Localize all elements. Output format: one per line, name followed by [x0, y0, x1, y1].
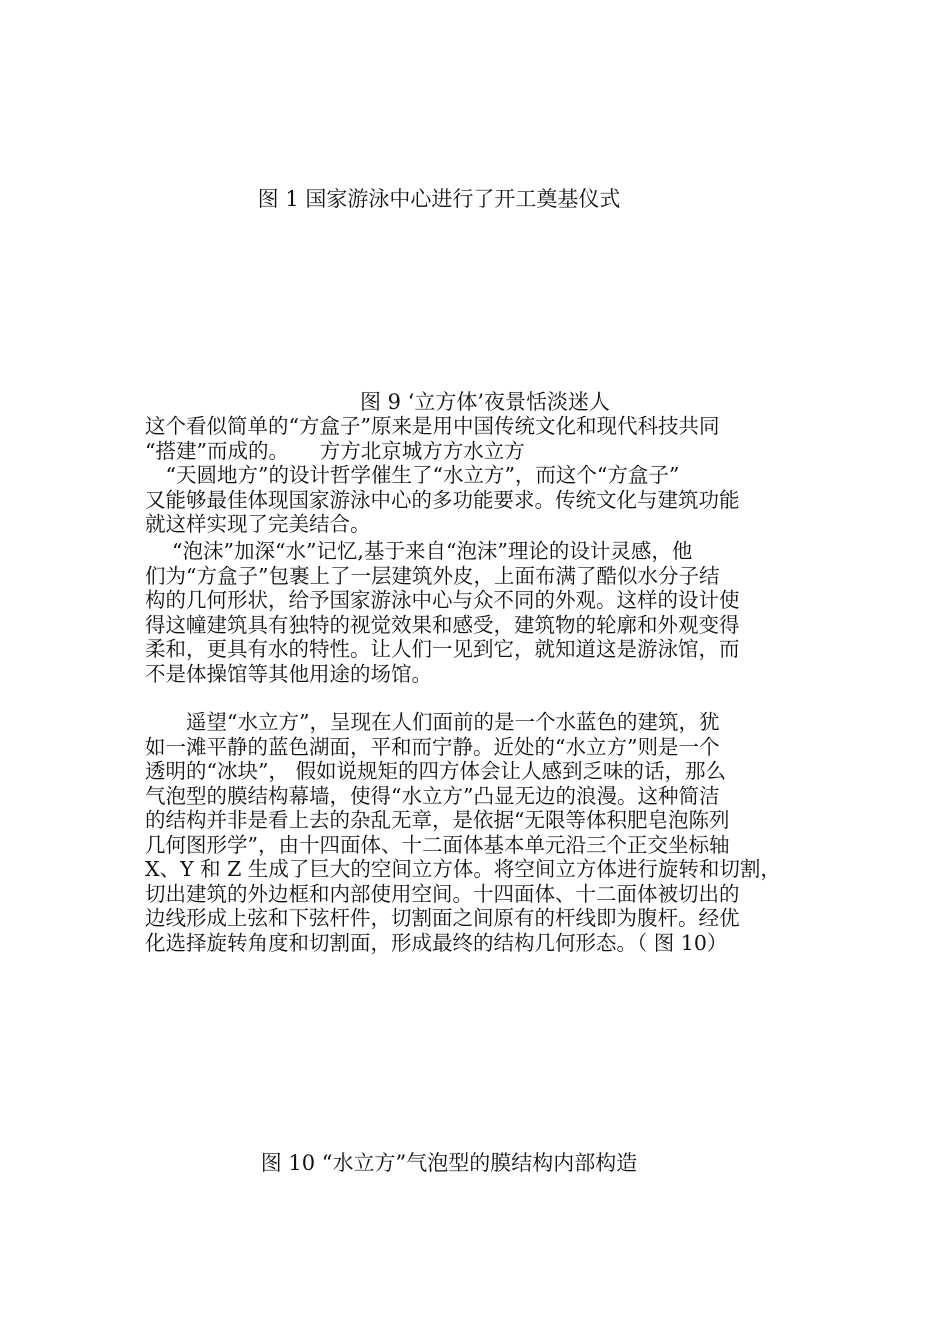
paragraph-line: 不是体操馆等其他用途的场馆。 [145, 661, 432, 686]
paragraph-line: 几何图形学”，由十四面体、十二面体基本单元沿三个正交坐标轴 [145, 832, 730, 857]
paragraph-line: “搭建”而成的。 方方北京城方方水立方 [145, 438, 525, 463]
paragraph-paomo [145, 539, 810, 686]
paragraph-line: 就这样实现了完美结合。 [145, 512, 371, 536]
paragraph-line: 切出建筑的外边框和内部使用空间。十四面体、十二面体被切出的 [145, 881, 740, 906]
paragraph-line: 遥望“水立方”，呈现在人们面前的是一个水蓝色的建筑，犹 [145, 710, 720, 734]
paragraph-line: “天圆地方”的设计哲学催生了“水立方”，而这个“方盒子” [145, 463, 680, 487]
paragraph-line: 得这幢建筑具有独特的视觉效果和感受，建筑物的轮廓和外观变得 [145, 612, 740, 637]
paragraph-intro [145, 414, 810, 463]
figure-9-caption: 图 9 ‘立方体’夜景恬淡迷人 [359, 390, 611, 414]
paragraph-line: 们为“方盒子”包裹上了一层建筑外皮，上面布满了酷似水分子结 [145, 563, 720, 588]
paragraph-line: X、Y 和 Z 生成了巨大的空间立方体。将空间立方体进行旋转和切割， [145, 857, 781, 881]
paragraph-line: 柔和，更具有水的特性。让人们一见到它，就知道这是游泳馆，而 [145, 637, 740, 661]
paragraph-line: 的结构并非是看上去的杂乱无章，是依据“无限等体积肥皂泡陈列 [145, 808, 730, 832]
paragraph-line: 透明的“冰块”， 假如说规矩的四方体会让人感到乏味的话，那么 [145, 759, 726, 783]
paragraph-tianyuan [145, 463, 810, 537]
paragraph-line: 如一滩平静的蓝色湖面，平和而宁静。近处的“水立方”则是一个 [145, 734, 720, 759]
paragraph-line: 又能够最佳体现国家游泳中心的多功能要求。传统文化与建筑功能 [145, 487, 740, 512]
paragraph-line: 气泡型的膜结构幕墙，使得“水立方”凸显无边的浪漫。这种简洁 [145, 783, 720, 808]
paragraph-line: 边线形成上弦和下弦杆件，切割面之间原有的杆线即为腹杆。经优 [145, 906, 740, 930]
paragraph-line: 这个看似简单的“方盒子”原来是用中国传统文化和现代科技共同 [145, 414, 720, 438]
paragraph-line: 化选择旋转角度和切割面，形成最终的结构几何形态。（ 图 10） [145, 930, 728, 955]
figure-10-caption: 图 10 “水立方”气泡型的膜结构内部构造 [260, 1151, 638, 1175]
paragraph-line: 构的几何形状，给予国家游泳中心与众不同的外观。这样的设计使 [145, 588, 740, 612]
paragraph-yaowang [145, 710, 810, 955]
figure-1-caption: 图 1 国家游泳中心进行了开工奠基仪式 [257, 187, 621, 211]
paragraph-line: “泡沫”加深“水”记忆,基于来自“泡沫”理论的设计灵感，他 [145, 539, 693, 563]
